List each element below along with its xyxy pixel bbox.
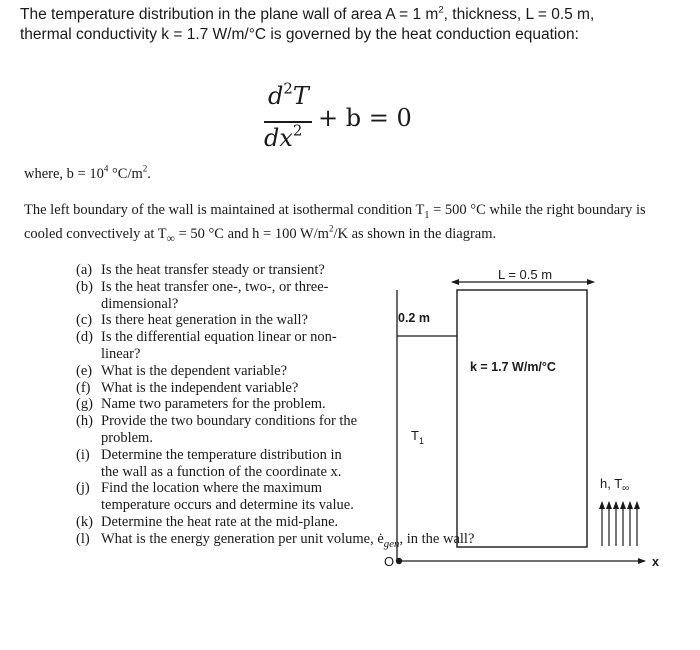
length-label: L = 0.5 m: [497, 267, 553, 282]
question-item: (h) Provide the two boundary conditions for the problem.: [76, 413, 358, 446]
question-item: (f) What is the independent variable?: [76, 379, 299, 396]
intro-line-2: thermal conductivity k = 1.7 W/m/°C is governed by the heat conduction equation:: [20, 26, 579, 43]
question-item: (g) Name two parameters for the problem.: [76, 396, 326, 413]
question-item: (e) What is the dependent variable?: [76, 362, 288, 379]
question-item: (c) Is there heat generation in the wall?: [76, 312, 308, 329]
question-item: (k) Determine the heat rate at the mid-plane.: [76, 513, 339, 530]
wall-rectangle: [457, 290, 587, 547]
question-item: (j) Find the location where the maximum temperature occurs and determine its value.: [76, 480, 354, 514]
intro-line-1: The temperature distribution in the plane wall of area A = 1 $m^2$, thickness, L = 0.5 m,: [20, 4, 595, 23]
equation-numerator: $d^2T$: [268, 79, 309, 110]
question-item: (l) What is the energy generation per unit volume, $ė_{gen}$, in the wall?: [76, 530, 475, 550]
question-item: (d) Is the differential equation linear or non-linear?: [76, 329, 337, 362]
origin-label: O: [384, 554, 395, 569]
question-item: (a) Is the heat transfer steady or transient?: [76, 262, 325, 278]
where-b-definition: where, $b = 10^4$ $^\circ C/m^2$.: [24, 163, 151, 182]
question-item: (b) Is the heat transfer one-, two-, or three-dimensional?: [76, 278, 329, 312]
t1-label: $T_1$: [411, 428, 424, 446]
convection-label: h, $T_\infty$: [600, 476, 630, 494]
boundary-paragraph: The left boundary of the wall is maintained at isothermal condition $T_1 = 500$ °C while the right boundary is cooled convectively at $T_\infty = 50$ °C and h = 100 $W/m^2/K$ as shown in the diagram.: [24, 202, 646, 245]
conductivity-label: k = 1.7 W/m/°C: [470, 360, 556, 374]
equation-denominator: $dx^2$: [264, 121, 303, 152]
x-axis-label: x: [652, 555, 659, 569]
question-item: (i) Determine the temperature distribution in the wall as a function of the coordinate x.: [76, 446, 342, 480]
convection-arrows: [602, 502, 637, 546]
equation-rest: + b = 0: [318, 104, 412, 132]
height-label: 0.2 m: [398, 311, 430, 325]
